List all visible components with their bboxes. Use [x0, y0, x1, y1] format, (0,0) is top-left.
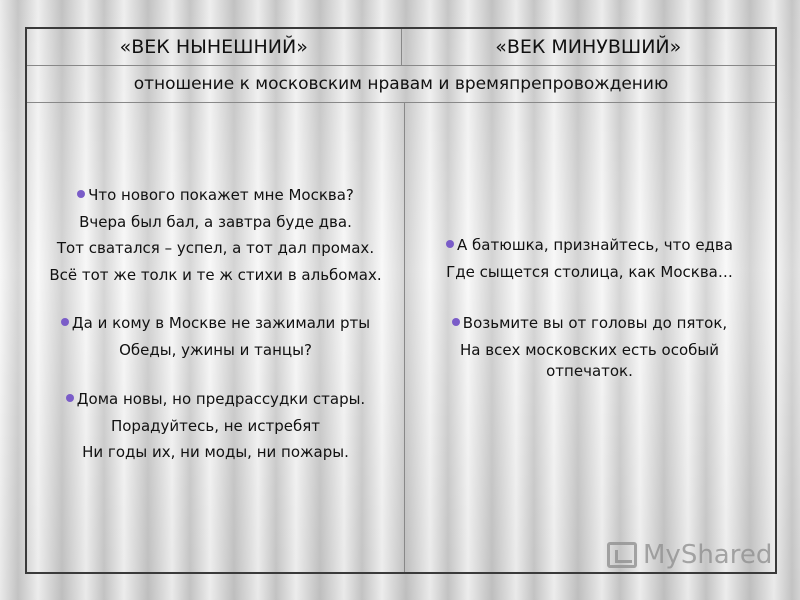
bullet-icon — [61, 318, 69, 326]
present-age-column — [27, 102, 405, 572]
past-age-column — [404, 102, 775, 572]
bullet-icon — [446, 240, 454, 248]
quote-line: Порадуйтесь, не истребят — [110, 416, 321, 435]
header-present-age: «ВЕК НЫНЕШНИЙ» — [27, 29, 402, 65]
quote-line: Вчера был бал, а завтра буде два. — [79, 212, 352, 231]
quote-line: Обеды, ужины и танцы? — [119, 340, 312, 359]
quote-block — [27, 386, 404, 466]
watermark-text: MyShared — [643, 540, 773, 570]
header-past-age: «ВЕК МИНУВШИЙ» — [495, 36, 682, 58]
comparison-table — [25, 27, 777, 574]
quote-line: Тот сватался – успел, а тот дал промах. — [56, 239, 375, 257]
subheader-topic: отношение к московским нравам и времяпрепровождению — [27, 65, 775, 103]
bullet-icon — [77, 190, 85, 198]
quote-block — [404, 310, 775, 382]
watermark — [607, 540, 772, 570]
bullet-icon — [66, 394, 74, 402]
quote-block — [27, 310, 404, 363]
quote-block — [404, 232, 775, 285]
quote-line: Да и кому в Москве не зажимали рты — [71, 314, 371, 332]
quote-block — [27, 182, 404, 288]
quote-line: Возьмите вы от головы до пяток, — [462, 314, 728, 332]
quote-line: Всё тот же толк и те ж стихи в альбомах. — [49, 265, 382, 284]
quote-line: Дома новы, но предрассудки стары. — [76, 390, 366, 408]
quote-line: Ни годы их, ни моды, ни пожары. — [82, 443, 349, 461]
quote-line: Где сыщется столица, как Москва… — [446, 262, 733, 281]
quote-line: Что нового покажет мне Москва? — [88, 186, 354, 204]
quote-line: отпечаток. — [546, 362, 633, 380]
bullet-icon — [452, 318, 460, 326]
header-row — [27, 29, 775, 66]
quote-line: А батюшка, признайтесь, что едва — [457, 236, 733, 254]
presentation-logo-icon — [607, 542, 637, 568]
quote-line: На всех московских есть особый — [460, 341, 719, 359]
